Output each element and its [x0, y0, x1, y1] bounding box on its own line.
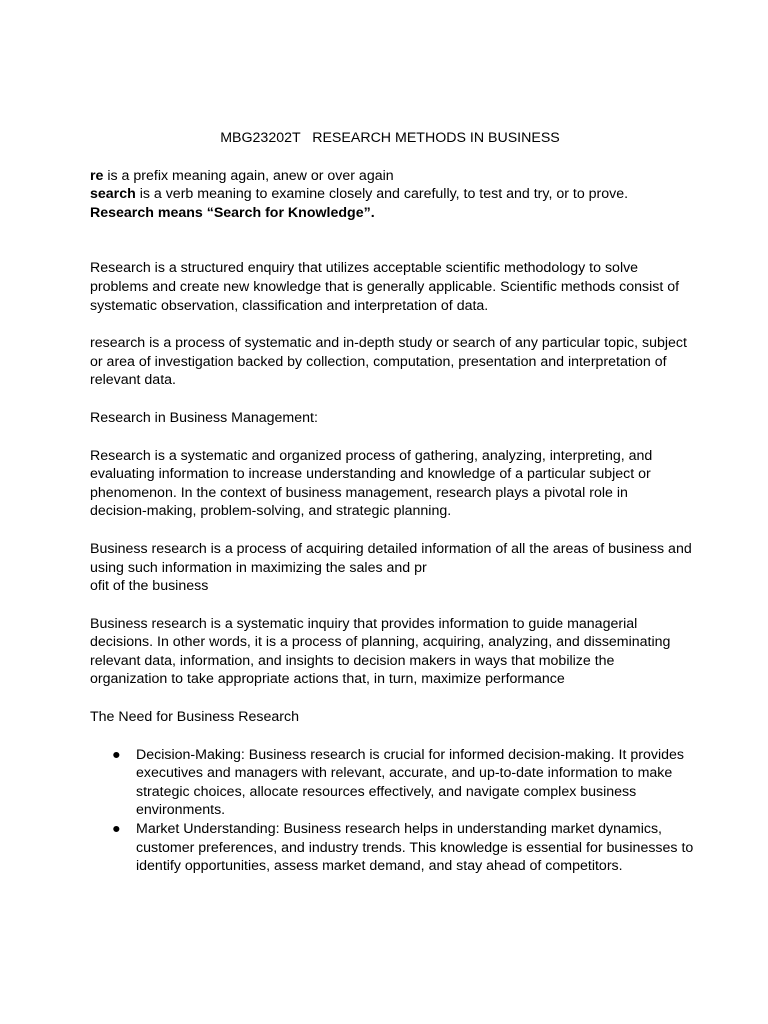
paragraph-research-structured-enquiry: [90, 259, 690, 315]
definition-re: [90, 167, 690, 186]
paragraph-line: problems and create new knowledge that is generally applicable. Scientific methods consist of: [90, 278, 680, 295]
definition-text: is a verb meaning to examine closely and carefully, to test and try, or to prove.: [135, 186, 629, 203]
list-item-line: identify opportunities, assess market demand, and stay ahead of competitors.: [136, 858, 623, 875]
definition-term: search: [90, 186, 136, 203]
paragraph-line: relevant data.: [90, 372, 176, 389]
paragraph-line: evaluating information to increase understanding and knowledge of a particular subject or: [90, 466, 651, 483]
list-item-line: executives and managers with relevant, accurate, and up-to-date information to make: [136, 765, 673, 782]
paragraph-line: relevant data, information, and insights to decision makers in ways that mobilize the: [90, 652, 615, 669]
definition-text: is a prefix meaning again, anew or over again: [103, 167, 394, 184]
list-item-line: Market Understanding: Business research helps in understanding market dynamics,: [136, 821, 662, 838]
paragraph-research-process: [90, 334, 690, 390]
list-item-line: environments.: [136, 802, 226, 819]
bullet-icon: ●: [112, 746, 121, 763]
list-item-line: customer preferences, and industry trends. This knowledge is essential for businesses to: [136, 839, 694, 856]
list-item-line: strategic choices, allocate resources effectively, and navigate complex business: [136, 783, 637, 800]
paragraph-line: ofit of the business: [90, 578, 209, 595]
need-bullet-list: [90, 746, 694, 876]
paragraph-line: decision-making, problem-solving, and strategic planning.: [90, 503, 452, 520]
paragraph-line: systematic observation, classification and interpretation of data.: [90, 297, 489, 314]
paragraph-line: decisions. In other words, it is a process of planning, acquiring, analyzing, and disseminating: [90, 634, 671, 651]
page-title: MBG23202T RESEARCH METHODS IN BUSINESS: [220, 130, 560, 146]
list-item: [90, 746, 690, 820]
paragraph-line: using such information in maximizing the sales and pr: [90, 559, 427, 576]
paragraph-line: phenomenon. In the context of business management, research plays a pivotal role in: [90, 484, 628, 501]
paragraph-line: Business research is a systematic inquiry that provides information to guide managerial: [90, 615, 638, 632]
paragraph-line: or area of investigation backed by collection, computation, presentation and interpretation of: [90, 353, 667, 370]
paragraph-line: Business research is a process of acquiring detailed information of all the areas of business and: [90, 540, 692, 557]
paragraph-business-research-acquiring: [90, 540, 690, 596]
section-heading-business-management: Research in Business Management:: [90, 409, 318, 426]
paragraph-line: Research is a systematic and organized process of gathering, analyzing, interpreting, and: [90, 447, 653, 464]
list-item-line: Decision-Making: Business research is crucial for informed decision-making. It provides: [136, 746, 685, 763]
paragraph-line: Research is a structured enquiry that utilizes acceptable scientific methodology to solve: [90, 260, 639, 277]
paragraph-business-research-inquiry: [90, 615, 690, 689]
document-page: [90, 129, 694, 876]
paragraph-line: research is a process of systematic and in-depth study or search of any particular topic, subject: [90, 335, 687, 352]
paragraph-research-systematic-process: [90, 447, 690, 521]
definition-term: re: [90, 167, 104, 184]
section-heading-need-for-research: The Need for Business Research: [90, 709, 299, 726]
paragraph-line: organization to take appropriate actions that, in turn, maximize performance: [90, 671, 565, 688]
definition-search: [90, 185, 690, 204]
list-item: [90, 820, 694, 876]
research-means-statement: Research means “Search for Knowledge”.: [90, 204, 375, 221]
bullet-icon: ●: [112, 821, 121, 838]
